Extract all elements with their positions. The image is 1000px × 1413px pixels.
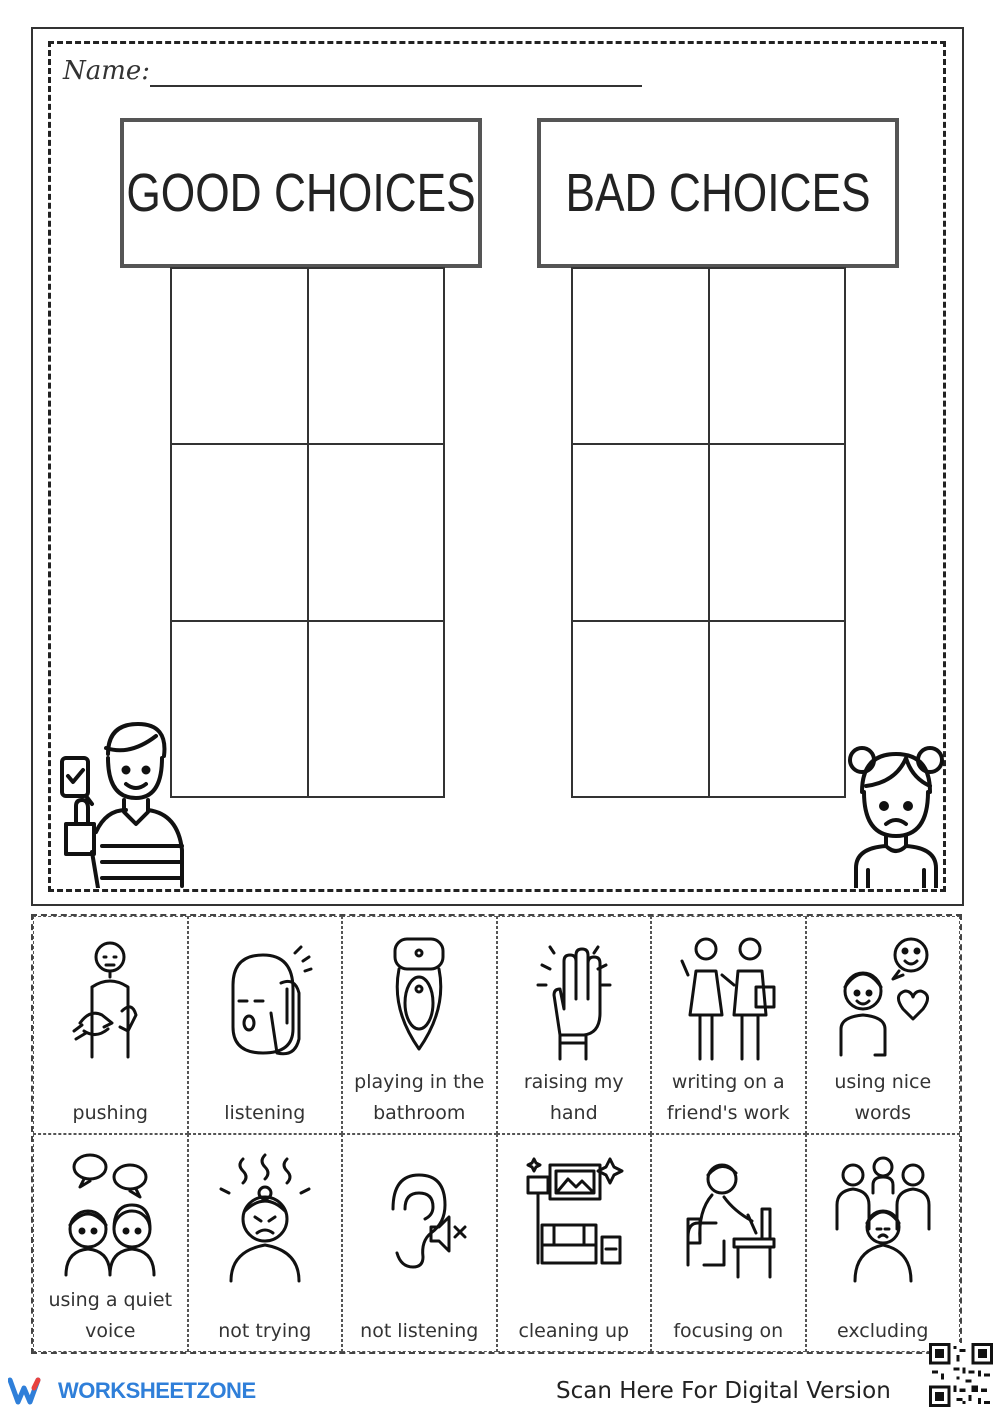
- frustrated-person-icon: [215, 1153, 315, 1283]
- card-label: cleaning up: [518, 1320, 630, 1342]
- card-excluding[interactable]: [806, 1134, 961, 1352]
- bad-drop-cell[interactable]: [572, 444, 709, 620]
- worksheetzone-logo-icon: [8, 1376, 52, 1406]
- card-focusing-on[interactable]: [651, 1134, 806, 1352]
- thumbs-up-boy-icon: [56, 712, 186, 888]
- bad-choices-grid: [571, 267, 846, 798]
- brand-logo[interactable]: [8, 1376, 256, 1406]
- happy-talk-icon: [833, 935, 933, 1065]
- card-not-listening[interactable]: [342, 1134, 497, 1352]
- two-people-speech-icon: [60, 1153, 160, 1283]
- good-drop-cell[interactable]: [308, 268, 445, 444]
- card-cleaning-up[interactable]: [497, 1134, 652, 1352]
- card-label: writing on a friend's work: [666, 1071, 790, 1124]
- bad-drop-cell[interactable]: [572, 621, 709, 797]
- card-label: excluding: [837, 1320, 929, 1342]
- bad-drop-cell[interactable]: [709, 444, 846, 620]
- listening-ear-icon: [215, 935, 315, 1065]
- card-not-trying[interactable]: [188, 1134, 343, 1352]
- card-label: using nice words: [834, 1071, 932, 1124]
- card-label: not listening: [360, 1320, 479, 1342]
- good-drop-cell[interactable]: [171, 268, 308, 444]
- good-choices-grid: [170, 267, 445, 798]
- card-label: raising my hand: [523, 1071, 624, 1124]
- sad-girl-icon: [846, 740, 946, 888]
- two-students-icon: [678, 935, 778, 1065]
- excluded-person-icon: [833, 1153, 933, 1283]
- card-writing-on-a-friends-work[interactable]: [651, 916, 806, 1134]
- brand-name: WORKSHEETZONE: [58, 1378, 256, 1403]
- name-field[interactable]: [150, 85, 642, 87]
- card-label: focusing on: [673, 1320, 784, 1342]
- card-raising-my-hand[interactable]: [497, 916, 652, 1134]
- card-label: listening: [224, 1102, 306, 1124]
- card-using-a-quiet-voice[interactable]: [33, 1134, 188, 1352]
- bad-drop-cell[interactable]: [572, 268, 709, 444]
- raised-hand-icon: [524, 935, 624, 1065]
- cut-out-cards: [31, 914, 962, 1354]
- card-listening[interactable]: [188, 916, 343, 1134]
- good-drop-cell[interactable]: [171, 621, 308, 797]
- toilet-icon: [369, 935, 469, 1065]
- good-choices-header: [120, 118, 482, 268]
- bad-choices-header: [537, 118, 899, 268]
- card-label: playing in the bathroom: [354, 1071, 485, 1124]
- bad-drop-cell[interactable]: [709, 268, 846, 444]
- tidy-room-icon: [524, 1153, 624, 1283]
- qr-code-icon[interactable]: [929, 1343, 993, 1407]
- good-drop-cell[interactable]: [171, 444, 308, 620]
- bad-drop-cell[interactable]: [709, 621, 846, 797]
- good-choices-title: GOOD CHOICES: [126, 163, 476, 223]
- card-label: using a quiet voice: [48, 1289, 173, 1342]
- scan-instruction: Scan Here For Digital Version: [556, 1378, 891, 1404]
- good-drop-cell[interactable]: [308, 621, 445, 797]
- pushing-person-icon: [60, 935, 160, 1065]
- muted-ear-icon: [369, 1153, 469, 1283]
- name-label: Name:: [63, 56, 151, 86]
- card-pushing[interactable]: [33, 916, 188, 1134]
- bad-choices-title: BAD CHOICES: [565, 163, 871, 223]
- card-using-nice-words[interactable]: [806, 916, 961, 1134]
- card-label: not trying: [218, 1320, 312, 1342]
- card-playing-in-the-bathroom[interactable]: [342, 916, 497, 1134]
- student-writing-icon: [678, 1153, 778, 1283]
- card-label: pushing: [72, 1102, 148, 1124]
- good-drop-cell[interactable]: [308, 444, 445, 620]
